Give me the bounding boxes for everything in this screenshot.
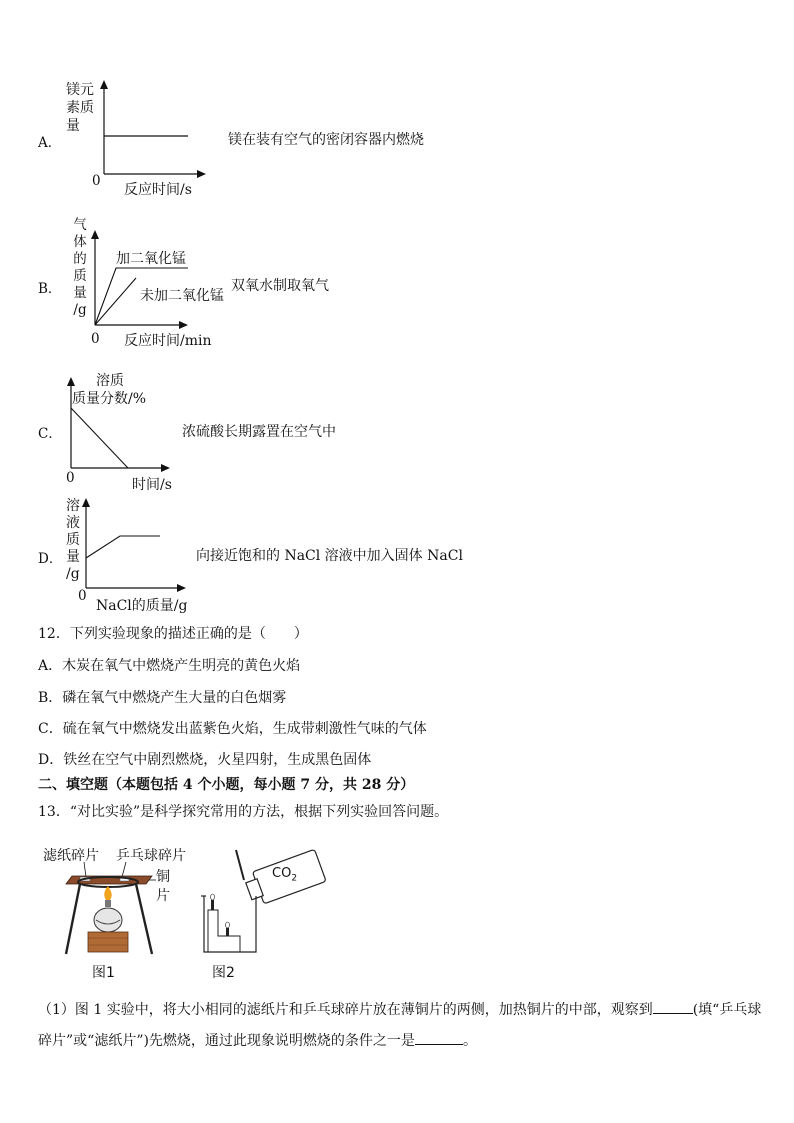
graph-b-y-label [72, 217, 88, 319]
q13-sub1-line2 [38, 1030, 477, 1050]
graph-b-y-label-line: /g [73, 302, 87, 318]
q13-sub1-text: （1）图 1 实验中，将大小相同的滤纸片和乒乓球碎片放在薄铜片的两侧，加热铜片的中部，观察到 [38, 1002, 653, 1018]
fig1-caption: 图1 [92, 965, 115, 981]
graph-b-caption: 双氧水制取氧气 [231, 278, 329, 294]
graph-d-x-arrow [177, 584, 186, 592]
fig2-co2-text: CO [272, 866, 292, 881]
graph-c-y-label-line: 质量分数/% [72, 391, 147, 407]
graph-d-origin: 0 [78, 588, 87, 604]
fig2-caption: 图2 [212, 965, 235, 981]
graph-d-y-arrow [82, 498, 90, 507]
fig2-candle-low-flame [226, 922, 230, 928]
fig1-flame [104, 886, 111, 900]
fig1-apparatus [56, 860, 166, 960]
fig1-label-copper-1: 铜 [156, 869, 170, 885]
q13-sub1-text: 。 [462, 1033, 477, 1049]
fig1-tripod-leg [66, 884, 80, 954]
q12-option-a: A．木炭在氧气中燃烧产生明亮的黄色火焰 [38, 658, 301, 674]
fig2-candle-low [226, 928, 229, 936]
graph-b-y-label-line: 质 [73, 268, 87, 284]
fig2-step-stand [208, 910, 240, 952]
option-label-b: B． [38, 281, 62, 297]
fig2-glass-lid [236, 850, 244, 880]
q12-option-c: C．硫在氧气中燃烧发出蓝紫色火焰，生成带刺激性气味的气体 [38, 721, 427, 737]
graph-c-x-arrow [161, 464, 170, 472]
fig2-candle-high-flame [211, 894, 215, 900]
answer-blank-2[interactable] [415, 1032, 463, 1045]
fig1-wooden-block [88, 932, 128, 952]
graph-d-y-label-line: 量 [66, 549, 80, 565]
fig2-apparatus [196, 846, 326, 958]
graph-d-y-label-line: 液 [66, 515, 80, 531]
graph-a-x-label: 反应时间/s [124, 182, 192, 198]
fig1-alcohol-lamp [94, 908, 122, 932]
q13-sub1-line1 [38, 999, 761, 1019]
graph-b-y-arrow [91, 230, 99, 239]
graph-d-y-label-line: /g [66, 566, 80, 582]
graph-a-origin: 0 [92, 173, 101, 189]
graph-b-x-label: 反应时间/min [124, 333, 212, 349]
q12-stem: 12．下列实验现象的描述正确的是（ ） [38, 626, 308, 642]
fig1-tripod-leg [136, 884, 152, 954]
option-label-c: C． [38, 426, 62, 442]
graph-b-y-label-line: 体 [73, 234, 87, 250]
q12-option-b: B．磷在氧气中燃烧产生大量的白色烟雾 [38, 690, 287, 706]
graph-b-x-arrow [179, 321, 188, 329]
graph-c-caption: 浓硫酸长期露置在空气中 [182, 424, 336, 440]
graph-c-curve [71, 408, 128, 468]
graph-d-svg [74, 496, 194, 596]
graph-a-y-label-line: 素质 [66, 100, 94, 116]
graph-d-y-label-line: 溶 [66, 498, 80, 514]
graph-a-y-arrow [100, 80, 108, 89]
graph-c-x-label: 时间/s [132, 477, 172, 493]
graph-d-y-label-line: 质 [66, 532, 80, 548]
graph-c-y-label-line: 溶质 [96, 373, 124, 389]
graph-a-caption: 镁在装有空气的密闭容器内燃烧 [228, 132, 424, 148]
graph-b-svg [80, 228, 200, 333]
section-2-heading: 二、填空题（本题包括 4 个小题，每小题 7 分，共 28 分） [38, 777, 415, 793]
graph-d-caption: 向接近饱和的 NaCl 溶液中加入固体 NaCl [196, 548, 463, 564]
graph-b-line2-label: 未加二氧化锰 [140, 288, 224, 304]
graph-d-y-label [66, 498, 80, 583]
graph-b-origin: 0 [91, 331, 100, 347]
graph-c-origin: 0 [66, 470, 75, 486]
option-label-a: A． [38, 135, 62, 151]
fig2-co2-subscript: 2 [291, 873, 298, 884]
graph-a-x-arrow [197, 170, 206, 178]
graph-a-y-label [66, 81, 94, 135]
answer-blank-1[interactable] [653, 1001, 693, 1014]
fig1-label-pingpong: 乒乓球碎片 [116, 848, 186, 864]
graph-d-x-label: NaCl的质量/g [96, 598, 188, 614]
fig2-candle-high [211, 900, 214, 910]
q13-sub1-text: (填“乒乓球 [692, 1002, 762, 1018]
fig1-leader-pingpong [122, 862, 126, 877]
fig1-lamp-wick-holder [105, 900, 111, 907]
fig1-label-filter-paper: 滤纸碎片 [43, 848, 99, 864]
q13-sub1-text: 碎片”或“滤纸片”)先燃烧，通过此现象说明燃烧的条件之一是 [38, 1033, 415, 1049]
fig1-leader-filter [84, 862, 86, 877]
fig1-label-copper-2: 片 [156, 888, 170, 904]
graph-b-y-label-line: 量 [73, 285, 87, 301]
graph-b-y-label-line: 气 [73, 217, 87, 233]
graph-b-curve-without-mno2 [95, 278, 136, 325]
graph-d-curve [86, 536, 160, 558]
option-label-d: D． [38, 551, 63, 567]
graph-b-y-label-line: 的 [73, 251, 87, 267]
fig2-co2-label [272, 866, 297, 884]
graph-a-y-label-line: 量 [66, 118, 80, 134]
graph-b-line1-label: 加二氧化锰 [116, 251, 186, 267]
graph-a-y-label-line: 镁元 [66, 82, 94, 98]
graph-c-y-label [72, 372, 146, 408]
q13-stem: 13．“对比实验”是科学探究常用的方法，根据下列实验回答问题。 [38, 804, 449, 820]
q12-option-d: D．铁丝在空气中剧烈燃烧，火星四射，生成黑色固体 [38, 752, 372, 768]
